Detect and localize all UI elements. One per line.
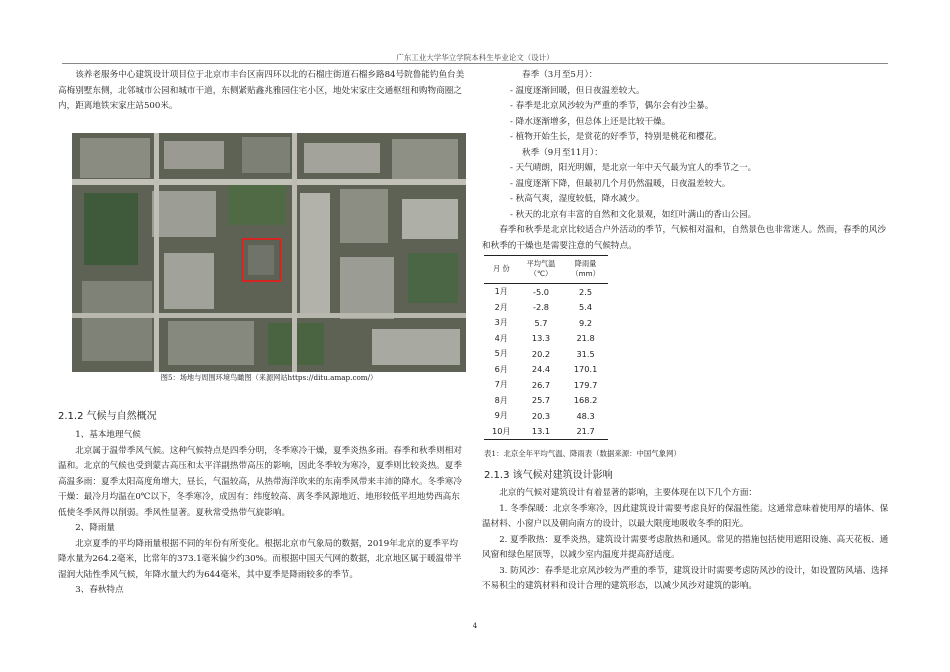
section-heading-2-1-3: 2.1.3 该气候对建筑设计影响 [484, 470, 613, 481]
sub-heading-seasons: 3、春秋特点 [75, 585, 124, 595]
page-number: 4 [472, 622, 478, 630]
geography-paragraph: 北京属于温带季风气候。这种气候特点是四季分明，冬季寒冷干燥，夏季炎热多雨。春季和秋季则相对温和。北京的气候也受到蒙古高压和太平洋副热带高压的影响，因此冬季较为寒冷，夏季则比较炎热。夏季高温多雨：夏季太阳高度角增大，昼长，气温较高，从热带海洋吹来的东南季风带来丰沛的降水。冬季寒冷干燥：最冷月均温在0℃以下，冬季寒冷，成因有：纬度较高、离冬季风源地近、地形较低平坦地势西高东低使冬季风得以削弱。季风性显著。夏秋常受热带气旋影响。 [58, 445, 462, 518]
spring-item: - 温度逐渐回暖，但日夜温差较大。 [510, 85, 645, 96]
spring-item: - 植物开始生长，是赏花的好季节，特别是桃花和樱花。 [510, 132, 722, 142]
autumn-title: 秋季（9月至11月）： [522, 147, 603, 158]
table-header-row [484, 256, 608, 284]
header-month: 月 份 [484, 256, 519, 284]
intro-paragraph: 该养老服务中心建筑设计项目位于北京市丰台区南四环以北的石榴庄街道石榴乡路84号院鲁能钓鱼台美高梅别墅东侧，北邻城市公园和城市干道，东侧紧贴鑫兆雅园住宅小区，地处宋家庄交通枢纽和购物商圈之内，距离地铁宋家庄站500米。 [58, 70, 465, 111]
table-row: 5月 20.2 31.5 [494, 348, 595, 359]
table-row: 8月 25.7 168.2 [494, 394, 598, 406]
table-row: 6月 24.4 170.1 [494, 363, 598, 375]
table-row: 10月 13.1 21.7 [484, 424, 608, 440]
rainfall-paragraph: 北京夏季的平均降雨量根据不同的年份有所变化。根据北京市气象局的数据，2019年北京的夏季平均降水量为264.2毫米，比常年的373.1毫米偏少约30%。而根据中国天气网的数据，北京地区属于暖温带半湿润大陆性季风气候，年降水量大约为644毫米，其中夏季是降雨较多的季节。 [58, 538, 462, 580]
header-temp: 平均气温 （℃） [519, 256, 564, 284]
climate-table [484, 255, 608, 440]
autumn-item: - 温度逐渐下降，但最初几个月仍然温暖，日夜温差较大。 [510, 178, 731, 189]
table-row: 1月 -5.0 2.5 [494, 286, 593, 297]
right-column [482, 68, 892, 254]
impact-item: 3. 防风沙：春季是北京风沙较为严重的季节，建筑设计时需要考虑防风沙的设计，如设置防风墙、选择不易积尘的建筑材料和设计合理的建筑形态，以减少风沙对建筑的影响。 [482, 565, 889, 591]
design-impact [482, 486, 892, 595]
table-row: 9月 20.3 48.3 [494, 410, 595, 421]
page-header: 广东工业大学华立学院本科生毕业论文（设计） [396, 53, 554, 62]
climate-overview [58, 428, 466, 599]
table-row: 3月 5.7 9.2 [494, 317, 593, 328]
header-rain: 降雨量 （mm） [563, 256, 607, 284]
spring-item: - 春季是北京风沙较为严重的季节，偶尔会有沙尘暴。 [510, 101, 714, 111]
spring-item: - 降水逐渐增多，但总体上还是比较干燥。 [510, 116, 671, 127]
spring-title: 春季（3月至5月）： [522, 70, 598, 80]
autumn-item: - 天气晴朗，阳光明媚，是北京一年中天气最为宜人的季节之一。 [510, 163, 757, 173]
impact-item: 1. 冬季保暖：北京冬季寒冷，因此建筑设计需要考虑良好的保温性能。这通常意味着使用厚的墙体、保温材料、小窗户以及朝向南方的设计，以最大限度地吸收冬季的阳光。 [482, 503, 889, 529]
sub-heading-geography: 1、基本地理气候 [75, 430, 141, 440]
figure-caption: 图5：场地与周围环境鸟瞰图（来源网站https://ditu.amap.com/） [160, 373, 378, 382]
table-row: 2月 -2.8 5.4 [494, 301, 593, 313]
autumn-item: - 秋高气爽，湿度较低，降水减少。 [510, 194, 645, 204]
header-rule [62, 63, 888, 64]
seasons-summary: 春季和秋季是北京比较适合户外活动的季节，气候相对温和，自然景色也非常迷人。然而，春季的风沙和秋季的干燥也是需要注意的气候特点。 [482, 225, 886, 251]
section-heading-2-1-2: 2.1.2 气候与自然概况 [58, 411, 157, 422]
table-row: 7月 26.7 179.7 [494, 379, 598, 390]
impact-item: 2. 夏季散热：夏季炎热，建筑设计需要考虑散热和通风。常见的措施包括使用遮阳设施、高天花板、通风窗和绿色屋顶等，以减少室内温度并提高舒适度。 [482, 534, 889, 560]
impact-intro: 北京的气候对建筑设计有着显著的影响，主要体现在以下几个方面： [499, 488, 758, 498]
table-note: 表1：北京全年平均气温、降雨表（数据来源：中国气象网） [484, 449, 681, 458]
sub-heading-rainfall: 2、降雨量 [75, 523, 116, 533]
table-row: 4月 13.3 21.8 [494, 332, 595, 344]
aerial-site-photo [72, 133, 466, 372]
aerial-photo-graphic [72, 133, 466, 372]
left-column [58, 68, 466, 115]
autumn-item: - 秋天的北京有丰富的自然和文化景观，如红叶满山的香山公园。 [510, 209, 757, 220]
